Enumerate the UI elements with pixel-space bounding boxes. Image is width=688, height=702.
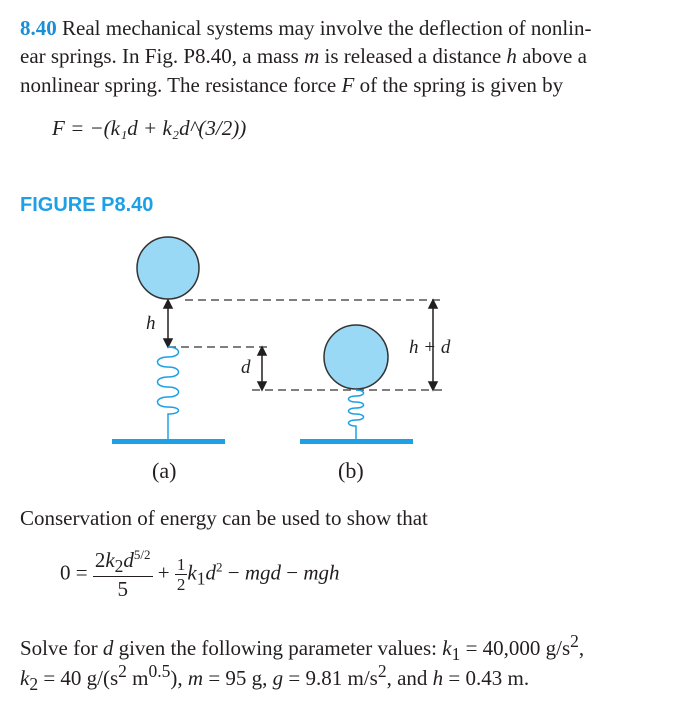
- solve-line-2: $k_2 = 40$ $g/(s^2$ $m^{0.5}$), m = 95 g, g = 9.81 $m/s^2$, and h = 0.43 m.: [20, 661, 530, 695]
- ball-b: [324, 325, 388, 389]
- caption-b: (b): [338, 458, 364, 483]
- problem-line-1: 8.40 Real mechanical systems may involve the deflection of nonlin-: [20, 16, 592, 40]
- energy-equation: 0 = $\frac{2k_2d^{5/2}}{5}$ + $\frac{1}{2}$ $k_1d^2$ − mgd − mgh: [60, 547, 340, 602]
- force-equation: F = −(k₁d + k₂d^(3/2)): [52, 116, 247, 140]
- base-a: [112, 439, 225, 444]
- figure-title: FIGURE P8.40: [20, 194, 154, 216]
- base-b: [300, 439, 413, 444]
- spring-a: [158, 347, 179, 441]
- solve-line-1: Solve for d given the following parameter values: $k_1 = 40,000$ $g/s^2$,: [20, 631, 585, 665]
- caption-a: (a): [152, 458, 177, 483]
- label-h: h: [146, 313, 156, 334]
- spring-b: [349, 390, 364, 441]
- conservation-text: Conservation of energy can be used to show that: [20, 506, 428, 530]
- problem-line-2: ear springs. In Fig. P8.40, a mass m is released a distance h above a: [20, 44, 587, 68]
- problem-line-3: nonlinear spring. The resistance force F of the spring is given by: [20, 73, 564, 97]
- label-h-plus-d: h + d: [409, 337, 451, 358]
- label-d: d: [241, 357, 251, 378]
- ball-a: [137, 237, 199, 299]
- problem-number: 8.40: [20, 16, 57, 40]
